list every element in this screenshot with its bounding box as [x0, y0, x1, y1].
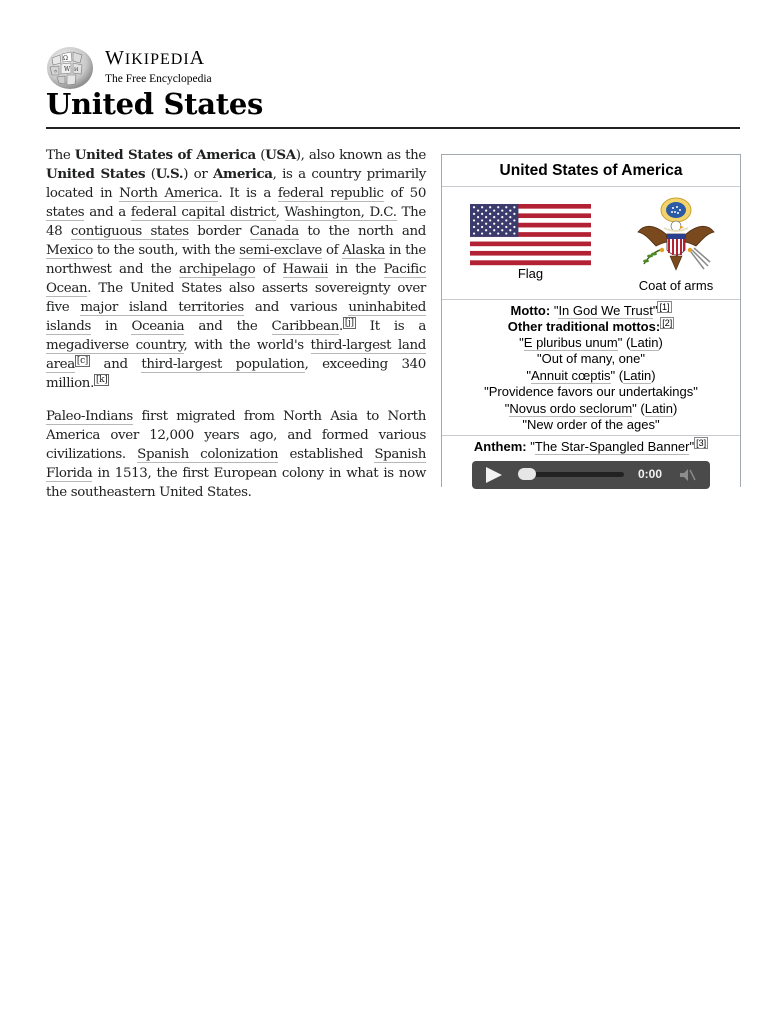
other-mottos-row	[442, 319, 740, 335]
site-name: WIKIPEDIA	[105, 47, 206, 69]
flag-star	[477, 209, 479, 211]
flag-star	[505, 206, 507, 208]
svg-text:W: W	[64, 66, 71, 73]
flag-star	[501, 229, 503, 231]
body-text-run: established	[278, 447, 375, 462]
body-text-run: in the	[328, 262, 384, 277]
bold-term: U.S.	[155, 166, 184, 182]
other-mottos-ref[interactable]: [2]	[662, 318, 673, 328]
flag-star	[481, 213, 483, 215]
site-tagline: The Free Encyclopedia	[105, 73, 212, 85]
flag-star	[485, 229, 487, 231]
flag-star	[493, 223, 495, 225]
body-text-run: and	[89, 357, 142, 372]
motto-link-2[interactable]: Annuit cœptis	[531, 368, 611, 383]
flag-star	[473, 226, 475, 228]
article-link[interactable]: uninhabited islands	[46, 300, 426, 334]
motto-row: Motto: "In God We Trust" [1]	[510, 302, 670, 318]
body-text-run: to the north and	[298, 224, 426, 239]
body-text-run: , with the world's	[183, 338, 311, 353]
coat-of-arms-image[interactable]	[636, 194, 716, 278]
article-link[interactable]: federal republic	[277, 186, 384, 201]
flag-star	[509, 216, 511, 218]
body-text-run: , exceeding 340 million.	[46, 357, 426, 391]
flag-star	[473, 213, 475, 215]
flag-star	[509, 209, 511, 211]
flag-star	[489, 206, 491, 208]
flag-star	[473, 232, 475, 234]
bold-term: USA	[265, 147, 296, 163]
article-body	[46, 146, 427, 500]
flag-star	[513, 213, 515, 215]
flag-stripe	[470, 246, 591, 251]
motto-link[interactable]: In God We Trust	[558, 303, 653, 318]
flag-star	[493, 209, 495, 211]
article-link[interactable]: Caribbean	[271, 319, 339, 334]
bold-term: United States	[46, 166, 146, 182]
motto-translation-2: "Providence favors our undertakings"	[484, 384, 698, 399]
motto-latin-3: "Novus ordo seclorum" (Latin)	[504, 401, 678, 416]
flag-star	[497, 213, 499, 215]
mute-icon[interactable]	[678, 467, 696, 483]
body-text-run: , is a country primarily located in	[46, 167, 426, 201]
flag-star	[477, 229, 479, 231]
article-link[interactable]: states	[46, 205, 85, 220]
audio-player[interactable]	[472, 461, 710, 489]
flag-star	[485, 216, 487, 218]
flag-stripe	[470, 256, 591, 261]
flag-star	[501, 216, 503, 218]
motto-translation-3: "New order of the ages"	[522, 417, 660, 432]
flag-star	[513, 219, 515, 221]
flag-star	[513, 232, 515, 234]
infobox	[441, 154, 741, 487]
flag-star	[481, 232, 483, 234]
body-text-run: ) or	[183, 167, 214, 182]
flag-star	[485, 223, 487, 225]
anthem-row: Anthem: "The Star-Spangled Banner" [3]	[473, 438, 707, 454]
body-text-run: of	[255, 262, 283, 277]
flag-star	[489, 213, 491, 215]
page-title: United States	[46, 87, 264, 121]
bold-term: United States of America	[74, 147, 256, 163]
article-link[interactable]: major island territories	[80, 300, 244, 315]
body-text-run: border	[188, 224, 250, 239]
bold-term: America	[213, 166, 273, 182]
article-link[interactable]: megadiverse country	[46, 338, 184, 353]
flag-star	[485, 209, 487, 211]
article-link[interactable]: Mexico	[46, 243, 93, 258]
flag-star	[513, 206, 515, 208]
flag-star	[497, 226, 499, 228]
body-text-run: . The United States also asserts sovereignty over five	[46, 281, 426, 315]
flag-star	[481, 226, 483, 228]
flag-star	[481, 219, 483, 221]
flag-star	[473, 219, 475, 221]
body-text-run: and the	[184, 319, 272, 334]
body-text-run: in the northwest and the	[46, 243, 426, 277]
flag-star	[489, 232, 491, 234]
flag-star	[509, 223, 511, 225]
wikipedia-globe-logo[interactable]	[45, 44, 95, 90]
flag-star	[505, 213, 507, 215]
flag-star	[501, 223, 503, 225]
citation-ref[interactable]: [k]	[95, 375, 108, 385]
article-link[interactable]: Pacific Ocean	[46, 262, 426, 296]
flag-star	[505, 232, 507, 234]
anthem-label: Anthem:	[473, 439, 527, 454]
article-link[interactable]: Oceania	[131, 319, 185, 334]
infobox-images	[442, 187, 740, 300]
flag-star	[477, 216, 479, 218]
motto-label: Motto:	[510, 303, 551, 318]
body-text-run: first migrated from North Asia to North America over 12,000 years ago, and formed various civilizations.	[46, 409, 426, 462]
citation-ref[interactable]: [c]	[76, 356, 88, 366]
motto-link-3[interactable]: Novus ordo seclorum	[509, 401, 633, 416]
body-text-run: (	[145, 167, 156, 182]
motto-lang-link-1[interactable]: Latin	[630, 335, 659, 350]
us-flag-image[interactable]	[470, 204, 591, 265]
flag-star	[505, 219, 507, 221]
article-link[interactable]: North America	[119, 186, 219, 201]
body-text-run: and a	[84, 205, 131, 220]
wikipedia-wordmark[interactable]	[105, 48, 212, 85]
flag-star	[509, 229, 511, 231]
article-link[interactable]: third-largest population	[141, 357, 305, 372]
flag-star	[473, 206, 475, 208]
article-link[interactable]: Canada	[249, 224, 299, 239]
body-text-run: to the south, with the	[92, 243, 240, 258]
anthem-link[interactable]: The Star-Spangled Banner	[534, 439, 690, 454]
body-text-run: .	[339, 319, 343, 334]
body-text-run: It is a	[355, 319, 427, 334]
flag-canton	[470, 204, 518, 237]
other-mottos-label: Other traditional mottos:	[507, 319, 661, 334]
flag-star	[501, 209, 503, 211]
body-text-run: of	[322, 243, 343, 258]
audio-time: 0:00	[638, 467, 663, 481]
motto-latin-1: "E pluribus unum" (Latin)	[519, 335, 663, 350]
motto-link-1[interactable]: E pluribus unum	[523, 335, 618, 350]
body-text-run: (	[255, 148, 266, 163]
article-link[interactable]: Paleo-Indians	[46, 409, 133, 424]
flag-star	[497, 206, 499, 208]
title-divider	[46, 127, 740, 129]
play-icon[interactable]	[486, 467, 502, 483]
motto-lang-link-3[interactable]: Latin	[644, 401, 673, 416]
article-link[interactable]: contiguous states	[70, 224, 189, 239]
body-text-run: . It is a	[218, 186, 278, 201]
coat-of-arms-caption[interactable]: Coat of arms	[638, 278, 714, 293]
motto-translation-1: "Out of many, one"	[536, 351, 645, 366]
infobox-anthem	[442, 436, 740, 496]
infobox-mottos	[442, 300, 740, 436]
flag-stripe	[470, 242, 591, 247]
flag-star	[497, 219, 499, 221]
body-text-run: in	[91, 319, 132, 334]
flag-stripe	[470, 237, 591, 242]
flag-star	[493, 229, 495, 231]
infobox-title: United States of America	[442, 155, 740, 187]
lead-paragraph-2	[46, 407, 426, 502]
flag-star	[477, 223, 479, 225]
flag-stripe	[470, 260, 591, 265]
article-link[interactable]: archipelago	[178, 262, 256, 277]
flag-stripe	[470, 251, 591, 256]
body-text-run: and various	[243, 300, 349, 315]
article-link[interactable]: semi-exclave	[239, 243, 322, 258]
body-text-run: The 48	[46, 205, 426, 239]
motto-lang-link-2[interactable]: Latin	[623, 368, 652, 383]
article-link[interactable]: Spanish Florida	[46, 447, 426, 481]
lead-paragraph-1	[46, 146, 426, 393]
article-link[interactable]: Alaska	[342, 243, 386, 258]
svg-text:Ω: Ω	[63, 55, 68, 62]
article-link[interactable]: Hawaii	[282, 262, 329, 277]
flag-star	[497, 232, 499, 234]
flag-star	[513, 226, 515, 228]
flag-star	[505, 226, 507, 228]
body-text-run: ,	[275, 205, 285, 220]
flag-star	[489, 226, 491, 228]
motto-ref[interactable]: [1]	[659, 302, 670, 312]
body-text-run: The	[46, 148, 75, 163]
motto-latin-2: "Annuit cœptis" (Latin)	[526, 368, 656, 383]
article-link[interactable]: federal capital district	[130, 205, 276, 220]
audio-seek-thumb[interactable]	[518, 468, 536, 480]
body-text-run: of 50	[383, 186, 427, 201]
article-link[interactable]: Spanish colonization	[137, 447, 279, 462]
flag-star	[489, 219, 491, 221]
article-link[interactable]: third-largest land area	[46, 338, 427, 372]
flag-caption[interactable]: Flag	[517, 266, 544, 281]
flag-star	[481, 206, 483, 208]
anthem-ref[interactable]: [3]	[696, 438, 707, 448]
flag-star	[493, 216, 495, 218]
article-link[interactable]: Washington, D.C.	[284, 205, 397, 220]
citation-ref[interactable]: [j]	[344, 318, 354, 328]
body-text-run: in 1513, the first European colony in what is now the southeastern United States.	[46, 466, 426, 500]
body-text-run: ), also known as the	[295, 148, 426, 163]
svg-text:И: И	[74, 67, 79, 73]
svg-text:ゥ: ゥ	[53, 69, 59, 75]
